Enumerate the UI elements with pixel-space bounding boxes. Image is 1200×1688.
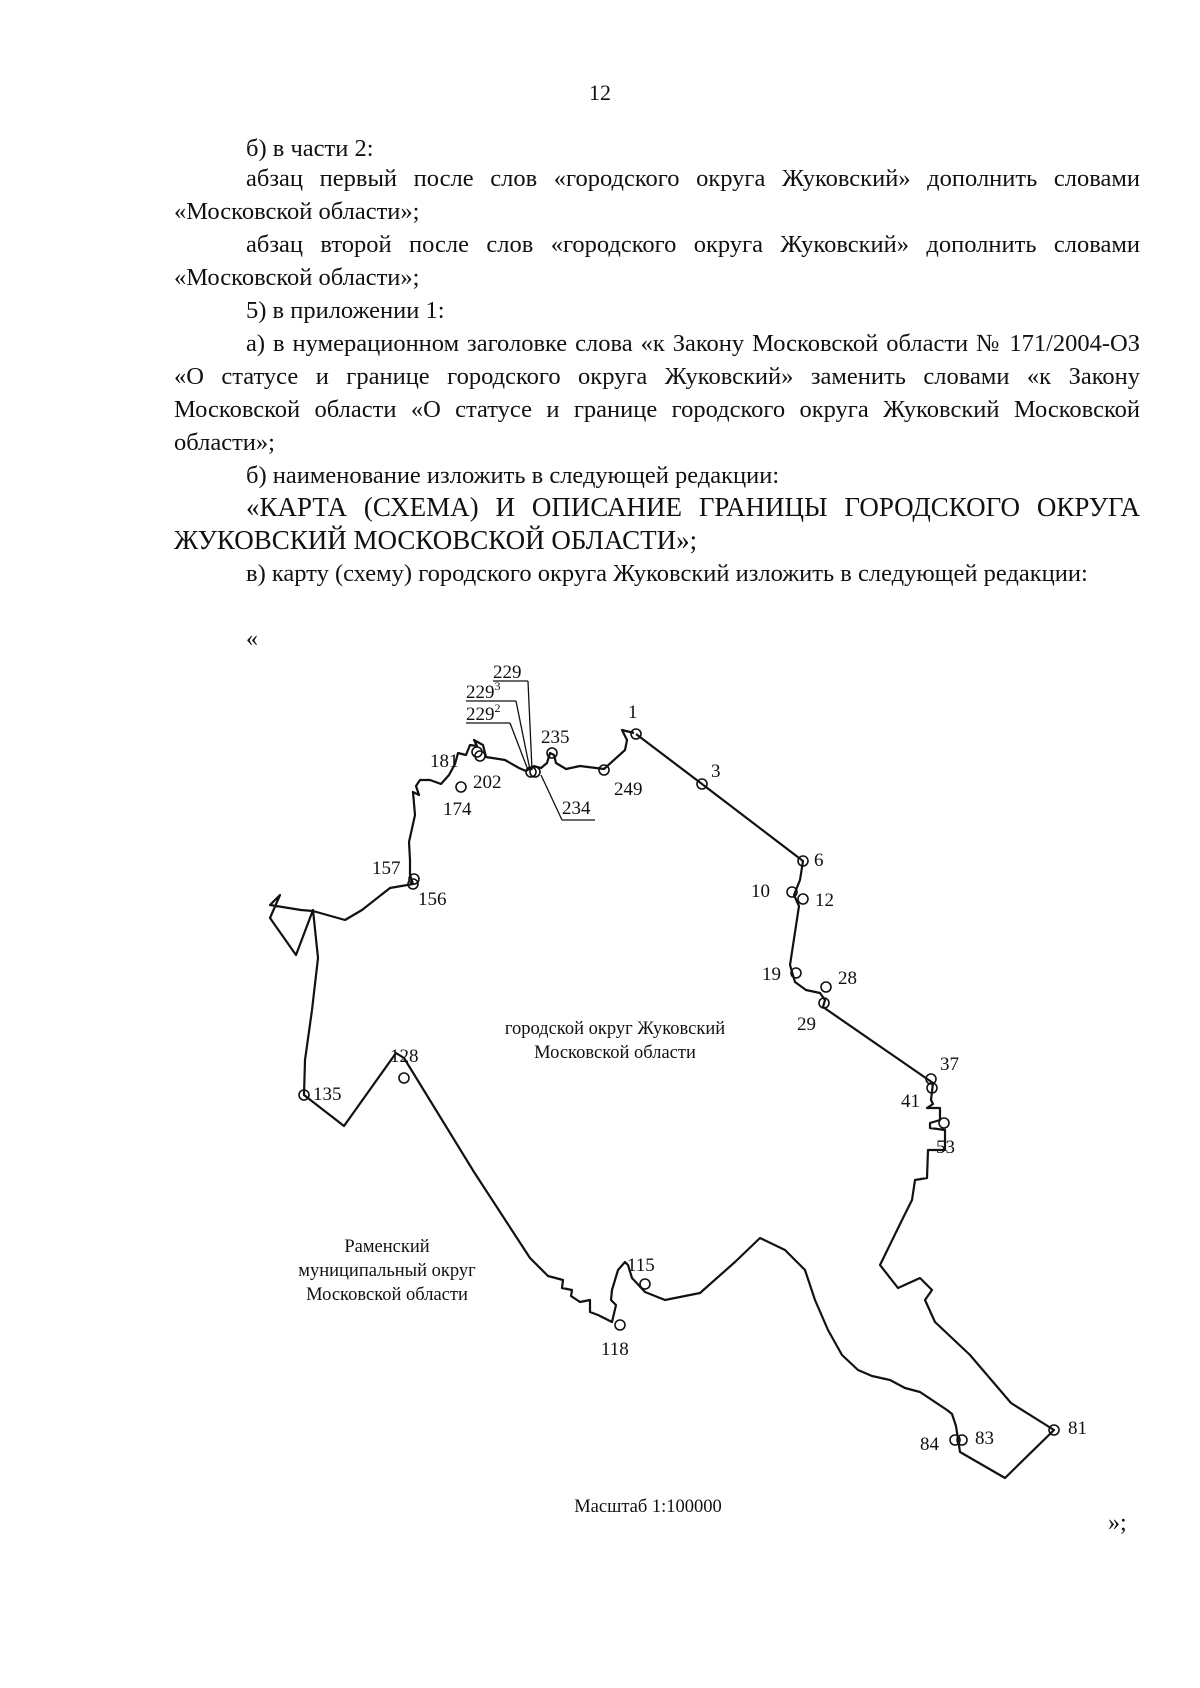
paragraph-heading-replace: а) в нумерационном заголовке слова «к Закону Московской области № 171/2004-ОЗ «О статусе и границе городского округа Жуковский» заменить словами «к Закону Московской области «О статусе и границе городского округа Жуковский Московской области»; <box>174 330 1140 456</box>
marker-12 <box>798 894 808 904</box>
point-label-10: 10 <box>751 881 770 902</box>
marker-53 <box>939 1118 949 1128</box>
point-label-19: 19 <box>762 964 781 985</box>
paragraph-appendix-1: 5) в приложении 1: <box>246 297 445 324</box>
point-label-118: 118 <box>601 1339 629 1360</box>
paragraph-b-part2: б) в части 2: <box>246 135 374 162</box>
map-scale: Масштаб 1:100000 <box>574 1497 722 1517</box>
point-label-249: 249 <box>614 779 643 800</box>
point-label-128: 128 <box>390 1046 419 1067</box>
point-label-229: 229 <box>493 662 522 683</box>
closing-quote: »; <box>1108 1510 1127 1536</box>
marker-118 <box>615 1320 625 1330</box>
region-label-zhukovsky-line2: Московской области <box>534 1043 696 1063</box>
point-label-135: 135 <box>313 1084 342 1105</box>
point-label-157: 157 <box>372 858 401 879</box>
boundary-line <box>270 730 1054 1478</box>
region-label-ramenskiy-line1: Раменский <box>344 1237 430 1257</box>
point-label-53: 53 <box>936 1137 955 1158</box>
point-label-28: 28 <box>838 968 857 989</box>
point-label-181: 181 <box>430 751 459 772</box>
point-label-12: 12 <box>815 890 834 911</box>
point-label-84: 84 <box>920 1434 939 1455</box>
paragraph-second-abzac: абзац второй после слов «городского округа Жуковский» дополнить словами «Московской области»; <box>174 231 1140 291</box>
marker-115 <box>640 1279 650 1289</box>
marker-128 <box>399 1073 409 1083</box>
region-label-ramenskiy-line3: Московской области <box>306 1285 468 1305</box>
paragraph-map-edit: в) карту (схему) городского округа Жуковский изложить в следующей редакции: <box>246 560 1088 587</box>
point-label-41: 41 <box>901 1091 920 1112</box>
paragraph-title-text: «КАРТА (СХЕМА) И ОПИСАНИЕ ГРАНИЦЫ ГОРОДСКОГО ОКРУГА ЖУКОВСКИЙ МОСКОВСКОЙ ОБЛАСТИ»; <box>174 492 1140 555</box>
opening-quote: « <box>246 626 258 652</box>
point-label-115: 115 <box>627 1255 655 1276</box>
point-label-29: 29 <box>797 1014 816 1035</box>
marker-28 <box>821 982 831 992</box>
point-label-1: 1 <box>628 702 638 723</box>
marker-174 <box>456 782 466 792</box>
region-label-ramenskiy-line2: муниципальный округ <box>298 1261 476 1281</box>
point-label-156: 156 <box>418 889 447 910</box>
boundary-point-markers <box>299 729 1059 1445</box>
point-label-229-3: $229^3$ <box>466 679 501 703</box>
paragraph-name-edit: б) наименование изложить в следующей редакции: <box>246 462 780 489</box>
point-label-229-2: $229^2$ <box>466 701 501 725</box>
paragraph-first-abzac: абзац первый после слов «городского округа Жуковский» дополнить словами «Московской области»; <box>174 165 1140 225</box>
page-number: 12 <box>589 80 611 105</box>
point-label-3: 3 <box>711 761 721 782</box>
point-label-202: 202 <box>473 772 502 793</box>
point-label-174: 174 <box>443 799 472 820</box>
point-label-37: 37 <box>940 1054 959 1075</box>
point-label-234: 234 <box>562 798 591 819</box>
region-label-zhukovsky-line1: городской округ Жуковский <box>504 1019 726 1039</box>
point-label-83: 83 <box>975 1428 994 1449</box>
point-label-81: 81 <box>1068 1418 1087 1439</box>
point-label-6: 6 <box>814 850 824 871</box>
point-label-235: 235 <box>541 727 570 748</box>
